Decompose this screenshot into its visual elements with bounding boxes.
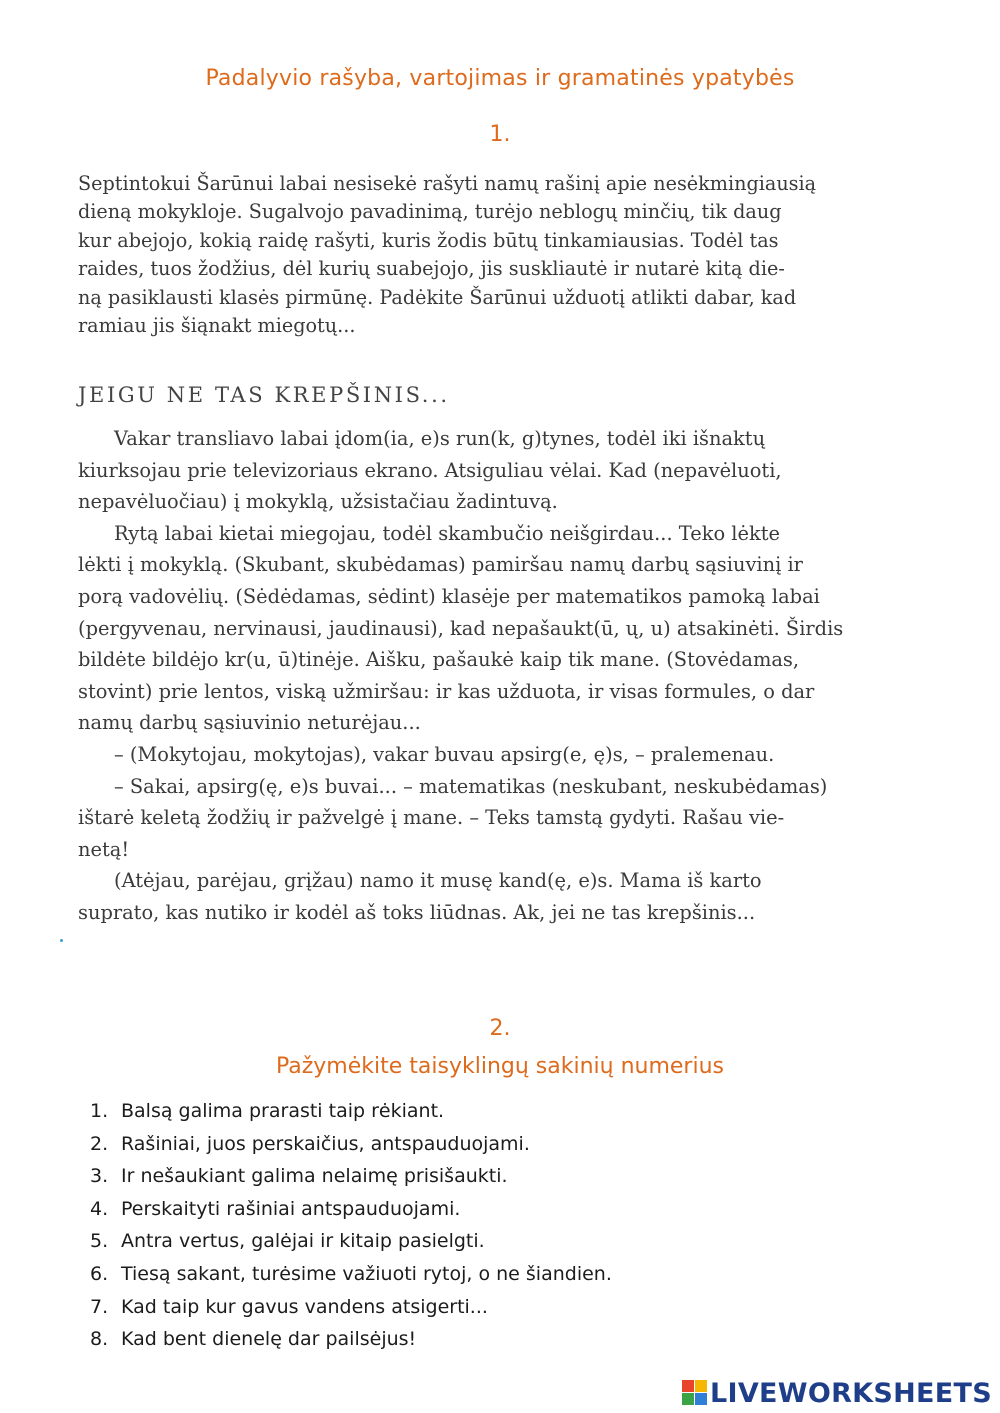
logo-square-icon: [682, 1380, 694, 1392]
list-item: [90, 1323, 612, 1356]
story-text: [78, 423, 918, 929]
item-text: Antra vertus, galėjai ir kitaip pasielgti.: [121, 1230, 485, 1253]
intro-line: raides, tuos žodžius, dėl kurių suabejojo, jis suskliautė ir nutarė kitą die-: [78, 257, 785, 281]
item-number: 7.: [90, 1295, 109, 1318]
item-number: 6.: [90, 1262, 109, 1285]
story-line: Vakar transliavo labai įdom(ia, e)s run(k, g)tynes, todėl iki išnaktų: [114, 427, 766, 450]
list-item: [90, 1128, 612, 1161]
item-text: Rašiniai, juos perskaičius, antspauduojami.: [121, 1132, 530, 1155]
story-line: suprato, kas nutiko ir kodėl aš toks liūdnas. Ak, jei ne tas krepšinis...: [78, 900, 756, 924]
list-item: [90, 1193, 612, 1226]
story-line: kiurksojau prie televizoriaus ekrano. Atsiguliau vėlai. Kad (nepavėluoti,: [78, 458, 782, 482]
list-item: [90, 1160, 612, 1193]
item-number: 3.: [90, 1165, 109, 1188]
logo-square-icon: [695, 1393, 707, 1405]
story-line: – Sakai, apsirg(ę, e)s buvai... – matematikas (neskubant, neskubėdamas): [114, 774, 828, 798]
list-item: [90, 1258, 612, 1291]
story-line: – (Mokytojau, mokytojas), vakar buvau apsirg(e, ę)s, – pralemenau.: [114, 742, 775, 766]
logo-mark-icon: [682, 1380, 708, 1406]
item-number: 5.: [90, 1230, 109, 1253]
story-title: JEIGU NE TAS KREPŠINIS...: [78, 383, 450, 407]
item-number: 1.: [90, 1100, 109, 1122]
item-number: 8.: [90, 1328, 109, 1351]
item-text: Kad bent dienelę dar pailsėjus!: [121, 1328, 417, 1351]
item-text: Kad taip kur gavus vandens atsigerti...: [121, 1295, 488, 1318]
story-line: bildėte bildėjo kr(u, ū)tinėje. Aišku, pašaukė kaip tik mane. (Stovėdamas,: [78, 648, 800, 672]
story-line: stovint) prie lentos, viską užmiršau: ir kas užduota, ir visas formules, o dar: [78, 679, 815, 703]
decorative-dot: [60, 939, 63, 942]
sentence-list: [90, 1095, 612, 1356]
intro-line: ną pasiklausti klasės pirmūnę. Padėkite Šarūnui užduotį atlikti dabar, kad: [78, 285, 797, 309]
logo-square-icon: [695, 1380, 707, 1392]
intro-line: kur abejojo, kokią raidę rašyti, kuris žodis būtų tinkamiausias. Todėl tas: [78, 228, 779, 252]
story-line: namų darbų sąsiuvinio neturėjau...: [78, 711, 421, 735]
exercise-2-number: 2.: [489, 1016, 511, 1041]
story-line: (Atėjau, parėjau, grįžau) namo it musę kand(ę, e)s. Mama iš karto: [114, 869, 762, 893]
story-line: (pergyvenau, nervinausi, jaudinausi), kad nepašaukt(ū, ų, u) atsakinėti. Širdis: [78, 616, 844, 640]
story-line: netą!: [78, 837, 130, 861]
exercise-2-title: Pažymėkite taisyklingų sakinių numerius: [275, 1054, 724, 1079]
story-line: nepavėluočiau) į mokyklą, užsistačiau žadintuvą.: [78, 490, 558, 514]
story-line: lėkti į mokyklą. (Skubant, skubėdamas) pamiršau namų darbų sąsiuvinį ir: [78, 553, 803, 577]
list-item: [90, 1225, 612, 1258]
intro-line: Septintokui Šarūnui labai nesisekė rašyti namų rašinį apie nesėkmingiausią: [78, 172, 817, 195]
logo-square-icon: [682, 1393, 694, 1405]
liveworksheets-logo[interactable]: [682, 1377, 992, 1409]
exercise-1-number: 1.: [489, 122, 511, 147]
intro-paragraph: [78, 170, 890, 340]
page-title: Padalyvio rašyba, vartojimas ir gramatinės ypatybės: [205, 66, 795, 91]
item-number: 4.: [90, 1197, 109, 1220]
intro-line: ramiau jis šiąnakt miegotų...: [78, 314, 356, 338]
item-number: 2.: [90, 1132, 109, 1155]
logo-text: LIVEWORKSHEETS: [709, 1377, 992, 1409]
item-text: Ir nešaukiant galima nelaimę prisišaukti.: [121, 1165, 508, 1188]
story-line: Rytą labai kietai miegojau, todėl skambučio neišgirdau... Teko lėkte: [114, 521, 780, 545]
intro-line: dieną mokykloje. Sugalvojo pavadinimą, turėjo neblogų minčių, tik daug: [78, 200, 782, 224]
list-item: [90, 1095, 612, 1128]
item-text: Perskaityti rašiniai antspauduojami.: [121, 1197, 461, 1220]
list-item: [90, 1291, 612, 1324]
story-line: ištarė keletą žodžių ir pažvelgė į mane. – Teks tamstą gydyti. Rašau vie-: [78, 806, 785, 830]
story-line: porą vadovėlių. (Sėdėdamas, sėdint) klasėje per matematikos pamoką labai: [78, 584, 820, 608]
item-text: Balsą galima prarasti taip rėkiant.: [121, 1100, 445, 1122]
item-text: Tiesą sakant, turėsime važiuoti rytoj, o ne šiandien.: [121, 1262, 612, 1285]
